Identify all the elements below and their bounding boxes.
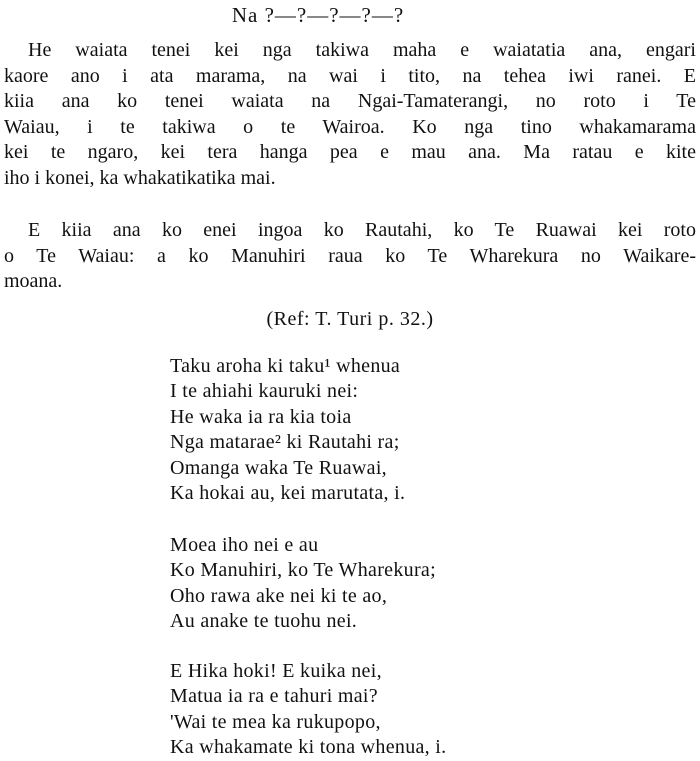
verse-line: Ka hokai au, kei marutata, i. — [170, 482, 406, 505]
verse-line: I te ahiahi kauruki nei: — [170, 380, 359, 403]
intro-line: He waiata tenei kei nga takiwa maha e waiatatia ana, engari — [28, 39, 696, 61]
stanza-1 — [170, 354, 405, 506]
intro-line: kiia ana ko tenei waiata na Ngai-Tamaterangi, no roto i Te — [4, 90, 696, 112]
verse-line: Taku aroha ki taku¹ whenua — [170, 355, 401, 377]
stanza-3 — [170, 659, 446, 761]
intro-line: o Te Waiau: a ko Manuhiri raua ko Te Wharekura no Waikare- — [4, 244, 696, 267]
intro-line: E kiia ana ko enei ingoa ko Rautahi, ko Te Ruawai kei roto — [28, 219, 696, 241]
verse-line: Nga matarae² ki Rautahi ra; — [170, 431, 400, 454]
verse-line: 'Wai te mea ka rukupopo, — [170, 710, 381, 733]
intro-line: iho i konei, ka whakatikatika mai. — [4, 166, 276, 189]
verse-line: Oho rawa ake nei ki te ao, — [170, 584, 388, 607]
intro-paragraph-1 — [4, 38, 696, 191]
verse-line: Au anake te tuohu nei. — [170, 610, 358, 633]
verse-line: Omanga waka Te Ruawai, — [170, 456, 387, 479]
reference-citation: (Ref: T. Turi p. 32.) — [266, 308, 434, 330]
intro-paragraph-2 — [4, 218, 696, 295]
intro-line: kei te ngaro, kei tera hanga pea e mau ana. Ma ratau e kite — [4, 141, 696, 163]
intro-line: Waiau, i te takiwa o te Wairoa. Ko nga tino whakamarama — [4, 115, 696, 138]
verse-line: Ko Manuhiri, ko Te Wharekura; — [170, 559, 436, 582]
verse-line: Matua ia ra e tahuri mai? — [170, 685, 378, 708]
stanza-2 — [170, 533, 436, 635]
verse-line: Moea iho nei e au — [170, 534, 319, 556]
intro-line: kaore ano i ata marama, na wai i tito, na tehea iwi ranei. E — [4, 64, 696, 87]
intro-line: moana. — [4, 270, 63, 292]
verse-line: Ka whakamate ki tona whenua, i. — [170, 736, 447, 759]
verse-line: E Hika hoki! E kuika nei, — [170, 660, 382, 682]
song-title: Na ?—?—?—?—? — [231, 3, 405, 27]
verse-line: He waka ia ra kia toia — [170, 405, 352, 428]
